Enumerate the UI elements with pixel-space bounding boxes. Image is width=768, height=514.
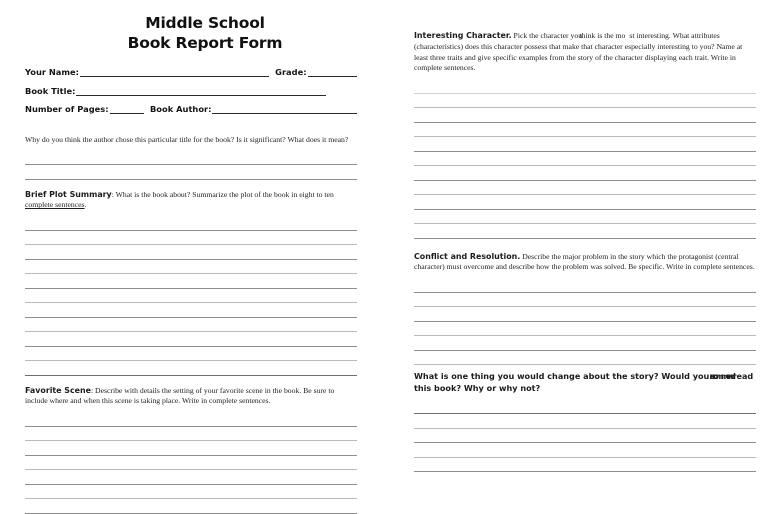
writing-line[interactable] — [414, 94, 756, 109]
page-title — [53, 0, 357, 53]
writing-line[interactable] — [25, 303, 357, 318]
section-title-question — [25, 135, 357, 180]
favorite-scene-prompt — [25, 385, 357, 408]
section-interesting-character — [414, 30, 756, 239]
writing-line[interactable] — [25, 427, 357, 442]
writing-line[interactable] — [25, 441, 357, 456]
writing-line[interactable] — [25, 470, 357, 485]
writing-line[interactable] — [25, 245, 357, 260]
spacer — [25, 180, 357, 189]
writing-line[interactable] — [414, 414, 756, 429]
plot-summary-lead: Brief Plot Summary — [25, 189, 112, 199]
writing-line[interactable] — [414, 443, 756, 458]
writing-line[interactable] — [414, 400, 756, 415]
writing-line[interactable] — [414, 181, 756, 196]
favorite-scene-lead: Favorite Scene — [25, 385, 91, 395]
writing-line[interactable] — [25, 412, 357, 427]
writing-line[interactable] — [25, 274, 357, 289]
writing-line[interactable] — [25, 260, 357, 275]
writing-line[interactable] — [414, 322, 756, 337]
writing-line[interactable] — [414, 429, 756, 444]
spacer — [414, 239, 756, 251]
final-question-prompt — [414, 371, 756, 394]
writing-line[interactable] — [414, 123, 756, 138]
plot-summary-body-2: . — [84, 200, 87, 210]
plot-summary-prompt — [25, 189, 357, 212]
field-row-pages-author — [25, 104, 357, 114]
writing-line[interactable] — [414, 351, 756, 366]
field-row-book-title — [25, 86, 357, 96]
interesting-character-body-b: u — [578, 31, 580, 40]
writing-line[interactable] — [25, 499, 357, 514]
writing-line[interactable] — [25, 151, 357, 166]
writing-line[interactable] — [414, 278, 756, 293]
writing-line[interactable] — [414, 137, 756, 152]
writing-line[interactable] — [414, 195, 756, 210]
writing-line[interactable] — [25, 216, 357, 231]
writing-line[interactable] — [414, 336, 756, 351]
writing-line[interactable] — [414, 152, 756, 167]
book-author-label: Book Author: — [149, 104, 212, 115]
plot-summary-body-underlined: complete sentences — [25, 200, 85, 210]
title-line-1: Middle School — [145, 14, 265, 32]
writing-line[interactable] — [25, 456, 357, 471]
title-line-2: Book Report Form — [127, 34, 283, 53]
favorite-scene-lines[interactable] — [25, 412, 357, 514]
writing-line[interactable] — [25, 485, 357, 500]
conflict-resolution-prompt — [414, 251, 756, 274]
final-question-text-b: this book? Why or why not? — [414, 382, 541, 393]
favorite-scene-body: : Describe with details the setting of your favorite scene in the book. Be sure to include where and when this scene is taking place. Write in complete sentences. — [25, 385, 335, 406]
interesting-character-lines[interactable] — [414, 79, 756, 239]
writing-line[interactable] — [414, 166, 756, 181]
writing-line[interactable] — [25, 165, 357, 180]
your-name-input[interactable] — [80, 67, 269, 77]
section-conflict-resolution — [414, 251, 756, 366]
interesting-character-body-c: think is the mo — [579, 31, 626, 40]
spacer — [25, 376, 357, 385]
conflict-resolution-lines[interactable] — [414, 278, 756, 365]
section-final-question — [414, 371, 756, 472]
writing-line[interactable] — [25, 231, 357, 246]
writing-line[interactable] — [414, 210, 756, 225]
spacer — [414, 0, 756, 30]
writing-line[interactable] — [25, 318, 357, 333]
section-plot-summary — [25, 189, 357, 376]
field-row-name-grade — [25, 67, 357, 77]
conflict-resolution-lead: Conflict and Resolution. — [414, 251, 521, 261]
final-question-lines[interactable] — [414, 400, 756, 473]
interesting-character-body-a: Pick the character yo — [511, 31, 579, 40]
book-title-label: Book Title: — [25, 85, 76, 96]
writing-line[interactable] — [414, 293, 756, 308]
title-question-prompt: Why do you think the author chose this particular title for the book? Is it significant? What does it mean? — [25, 134, 349, 144]
interesting-character-lead: Interesting Character. — [414, 31, 512, 40]
writing-line[interactable] — [414, 458, 756, 473]
book-title-input[interactable] — [76, 86, 326, 96]
grade-label: Grade: — [275, 67, 307, 78]
writing-line[interactable] — [414, 224, 756, 239]
final-question-text-a: What is one thing you would change about the story? Would you — [414, 371, 710, 382]
final-question-overlap-a: recommend — [709, 371, 733, 382]
book-author-input[interactable] — [212, 104, 357, 114]
writing-line[interactable] — [25, 332, 357, 347]
final-question-overlap-b: read — [732, 371, 754, 382]
left-column — [25, 0, 357, 514]
writing-line[interactable] — [25, 289, 357, 304]
writing-line[interactable] — [414, 79, 756, 94]
spacer — [25, 123, 357, 135]
title-question-lines[interactable] — [25, 151, 357, 180]
writing-line[interactable] — [25, 347, 357, 362]
writing-line[interactable] — [414, 307, 756, 322]
your-name-label: Your Name: — [25, 67, 79, 78]
grade-input[interactable] — [308, 67, 357, 77]
conflict-resolution-body: Describe the major problem in the story which the protagonist (central character) must overcome and describe how the problem was solved. Be specific. Write in complete sentences. — [414, 251, 755, 272]
writing-line[interactable] — [414, 108, 756, 123]
right-column — [414, 0, 756, 472]
section-favorite-scene — [25, 385, 357, 514]
number-of-pages-label: Number of Pages: — [25, 104, 109, 115]
interesting-character-prompt — [414, 30, 756, 74]
number-of-pages-input[interactable] — [110, 104, 144, 114]
plot-summary-lines[interactable] — [25, 216, 357, 376]
plot-summary-body-1: : What is the book about? Summarize the plot of the book in eight to ten — [111, 189, 334, 199]
writing-line[interactable] — [25, 361, 357, 376]
interesting-character-body-d: st interesting. What attributes (characteristics) does this character possess that make that character especially interesting to you? Name at least three traits and give specific examples from the story of the character displaying each trait. Write in complete sentences. — [414, 31, 743, 73]
